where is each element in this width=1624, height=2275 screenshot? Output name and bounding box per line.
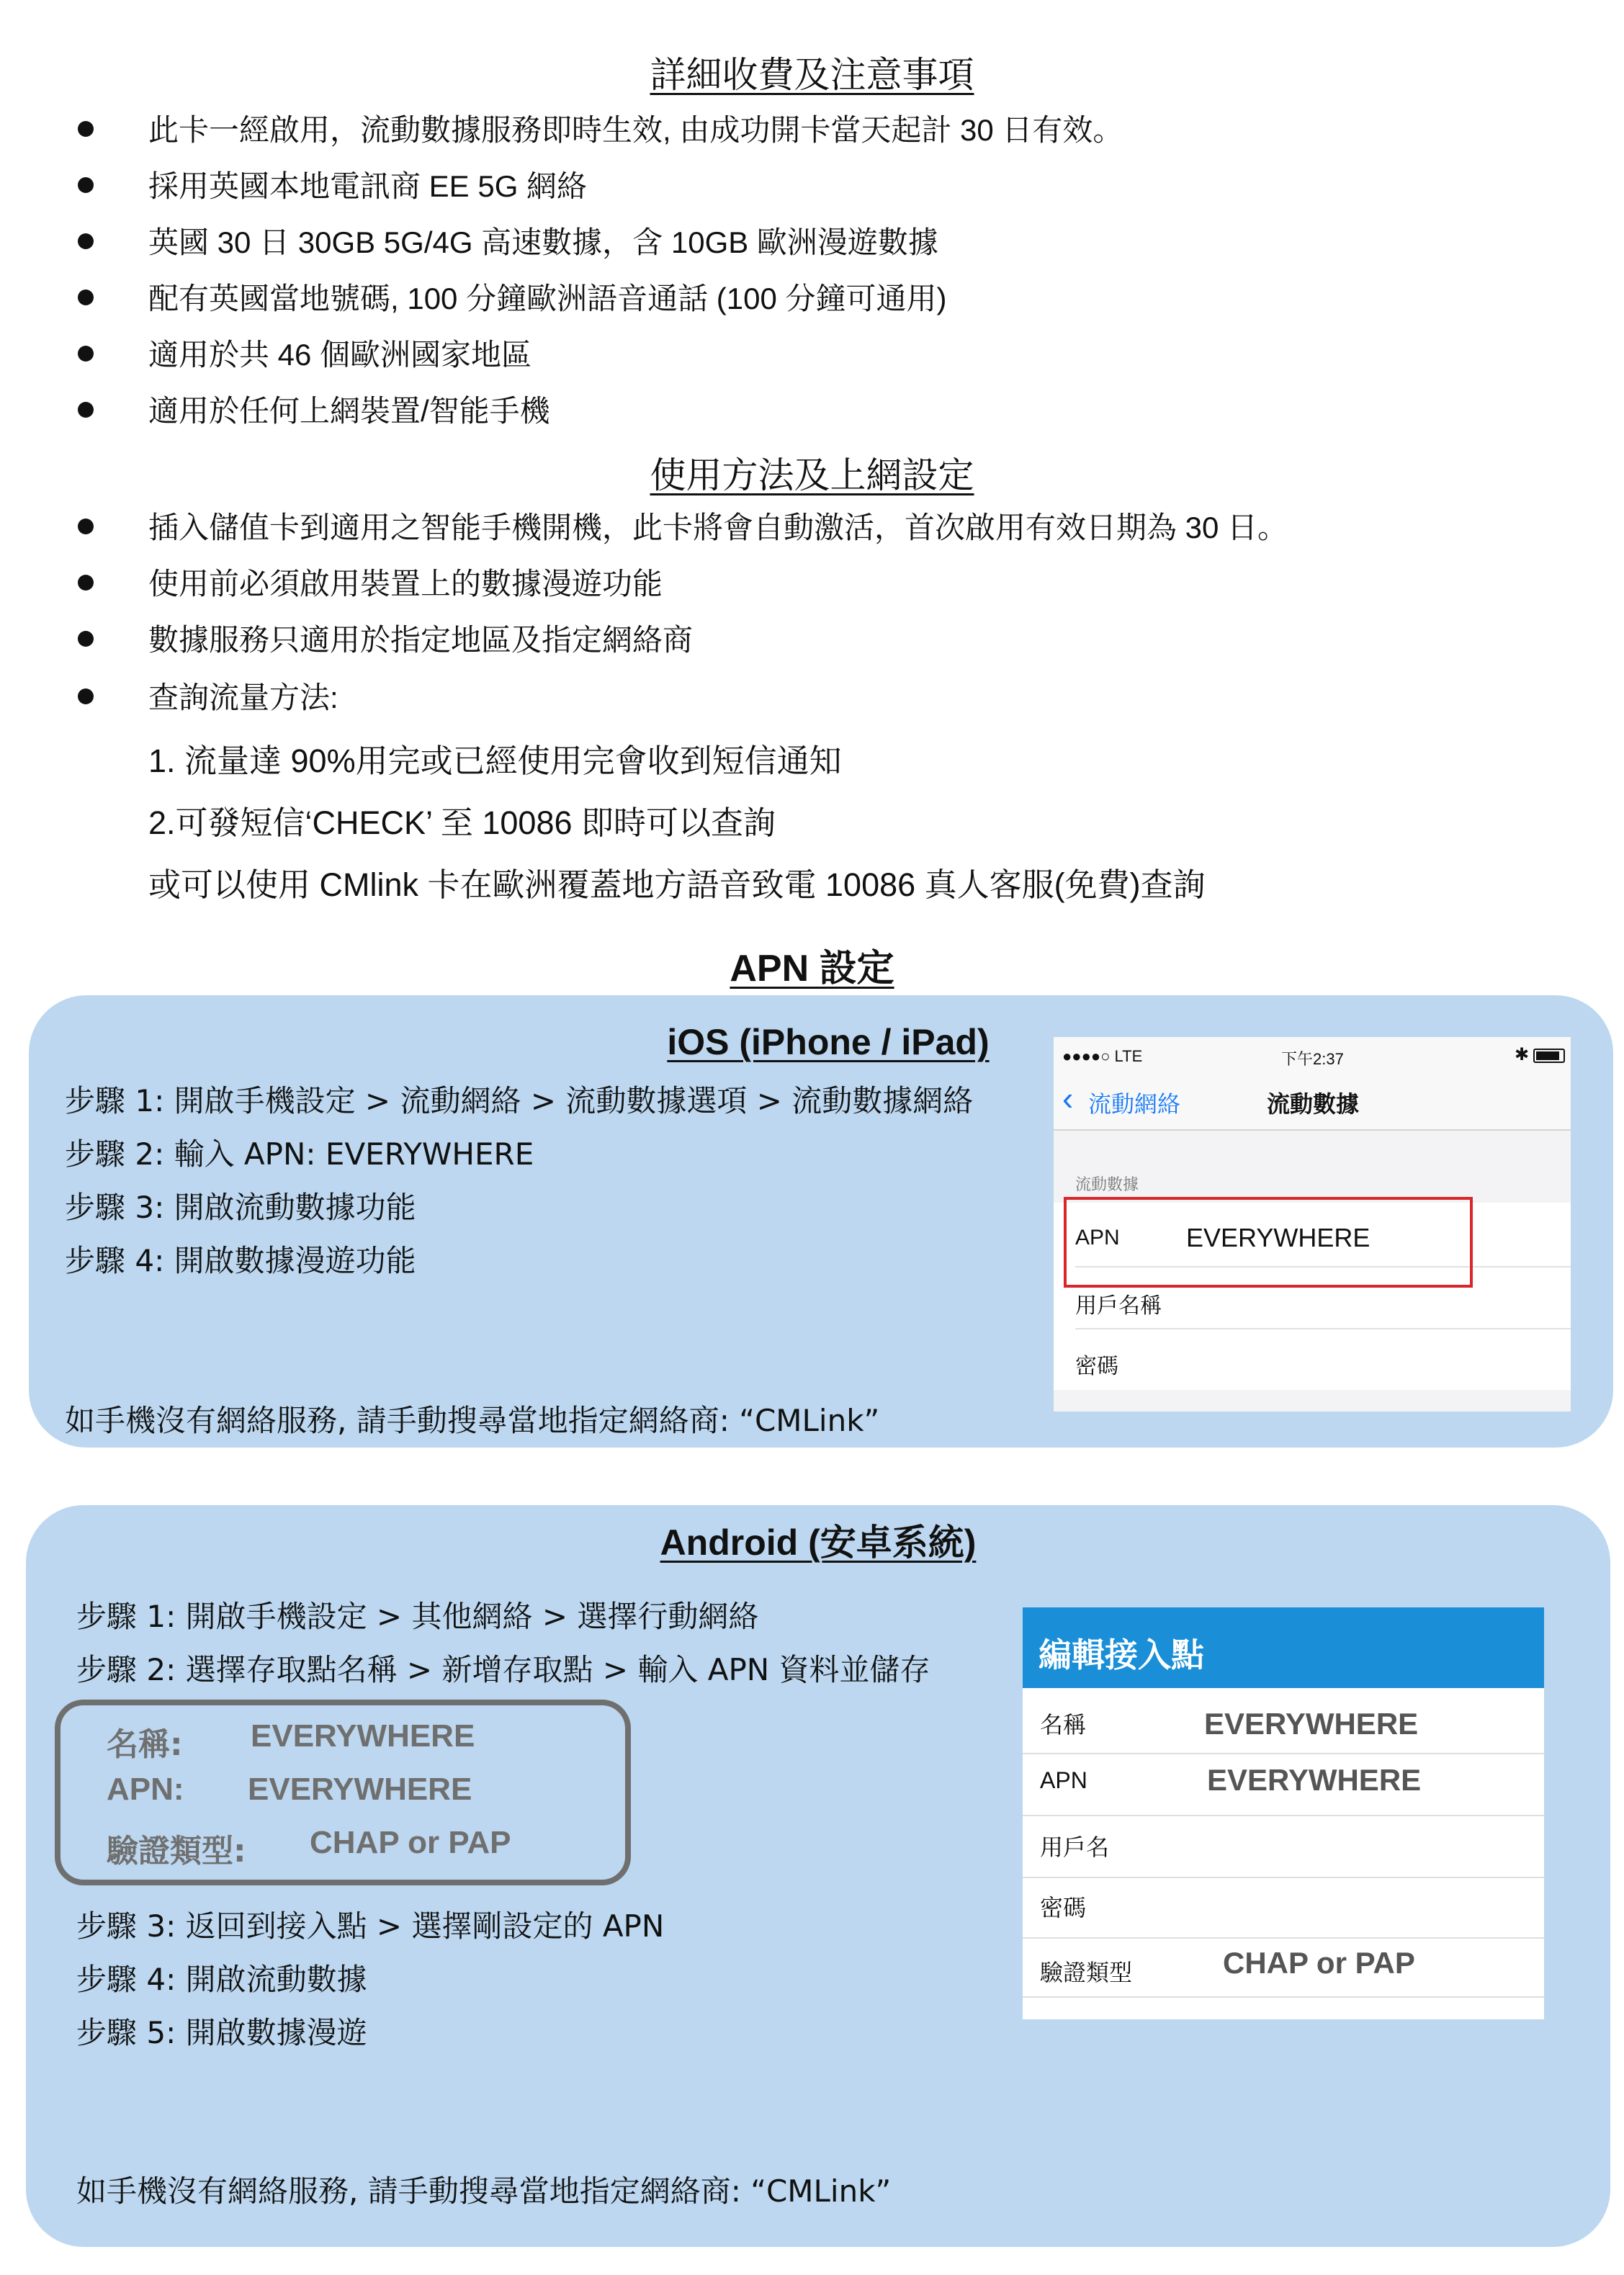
usage-sub-item: 1. 流量達 90%用完或已經使用完會收到短信通知 <box>148 742 842 779</box>
android-apn-field[interactable]: EVERYWHERE <box>1207 1763 1422 1797</box>
back-chevron-icon[interactable]: ‹ <box>1062 1080 1074 1117</box>
bullet-icon <box>78 177 94 193</box>
ios-row-label: 密碼 <box>1075 1355 1118 1378</box>
ios-note: 如手機沒有網絡服務, 請手動搜尋當地指定網絡商: “CMLink” <box>65 1403 880 1438</box>
android-note: 如手機沒有網絡服務, 請手動搜尋當地指定網絡商: “CMLink” <box>76 2173 892 2209</box>
android-step: 步驟 2: 選擇存取點名稱 > 新增存取點 > 輸入 APN 資料並儲存 <box>76 1652 930 1687</box>
android-auth-type-field[interactable]: CHAP or PAP <box>1223 1946 1415 1980</box>
box-label: 驗證類型: <box>107 1833 246 1870</box>
bullet-icon <box>78 233 94 249</box>
apn-highlight-box <box>1064 1197 1473 1288</box>
android-step: 步驟 3: 返回到接入點 > 選擇剛設定的 APN <box>76 1908 665 1944</box>
ios-row-label: 用戶名稱 <box>1075 1294 1162 1318</box>
bullet-icon <box>78 290 94 305</box>
bullet-icon <box>78 688 94 704</box>
ios-time: 下午2:37 <box>1281 1050 1344 1068</box>
android-step: 步驟 1: 開啟手機設定 > 其他網絡 > 選擇行動網絡 <box>76 1599 759 1634</box>
box-value: EVERYWHERE <box>251 1718 475 1754</box>
ios-phone-screenshot <box>1054 1037 1571 1412</box>
box-value: CHAP or PAP <box>310 1825 511 1860</box>
android-name-field[interactable]: EVERYWHERE <box>1204 1707 1419 1741</box>
usage-sub-item: 2.可發短信‘CHECK’ 至 10086 即時可以查詢 <box>148 804 776 841</box>
bullet-icon <box>78 631 94 647</box>
android-row-label: 名稱 <box>1040 1712 1087 1738</box>
ios-step: 步驟 3: 開啟流動數據功能 <box>65 1190 416 1225</box>
android-row-label[interactable]: 密碼 <box>1040 1895 1087 1921</box>
box-label: APN: <box>107 1772 184 1807</box>
bullet-icon <box>78 575 94 591</box>
android-step: 步驟 4: 開啟流動數據 <box>76 1962 367 1997</box>
bullet-icon <box>78 519 94 534</box>
ios-back-button[interactable]: 流動網絡 <box>1088 1091 1181 1117</box>
bullet-icon <box>78 121 94 137</box>
ios-step: 步驟 1: 開啟手機設定 > 流動網絡 > 流動數據選項 > 流動數據網絡 <box>65 1083 974 1118</box>
fees-title: 詳細收費及注意事項 <box>650 55 974 95</box>
android-row-label: APN <box>1040 1767 1087 1793</box>
ios-screen-title: 流動數據 <box>1267 1091 1360 1117</box>
ios-carrier: ●●●●○ LTE <box>1062 1047 1143 1065</box>
bullet-icon <box>78 402 94 418</box>
android-title: Android (安卓系統) <box>660 1522 977 1563</box>
android-phone-screenshot <box>1023 1607 1544 2019</box>
ios-step: 步驟 2: 輸入 APN: EVERYWHERE <box>65 1136 534 1172</box>
usage-title: 使用方法及上網設定 <box>650 455 974 495</box>
battery-icon <box>1533 1049 1565 1063</box>
ios-apn-field[interactable]: EVERYWHERE <box>1186 1223 1370 1252</box>
ios-title: iOS (iPhone / iPad) <box>667 1022 990 1062</box>
bluetooth-icon: ✱ <box>1515 1045 1530 1064</box>
android-row-label: 驗證類型 <box>1040 1960 1133 1985</box>
apn-title: APN 設定 <box>730 948 894 990</box>
ios-step: 步驟 4: 開啟數據漫遊功能 <box>65 1243 416 1278</box>
ios-section-label: 流動數據 <box>1075 1175 1139 1193</box>
android-step: 步驟 5: 開啟數據漫遊 <box>76 2015 367 2050</box>
box-label: 名稱: <box>107 1726 183 1763</box>
box-value: EVERYWHERE <box>248 1772 472 1807</box>
usage-sub-item: 或可以使用 CMlink 卡在歐洲覆蓋地方語音致電 10086 真人客服(免費)查詢 <box>148 866 1206 903</box>
bullet-icon <box>78 346 94 362</box>
android-row-label[interactable]: 用戶名 <box>1040 1834 1110 1860</box>
android-header-title: 編輯接入點 <box>1038 1635 1204 1674</box>
ios-row-label: APN <box>1075 1226 1120 1249</box>
